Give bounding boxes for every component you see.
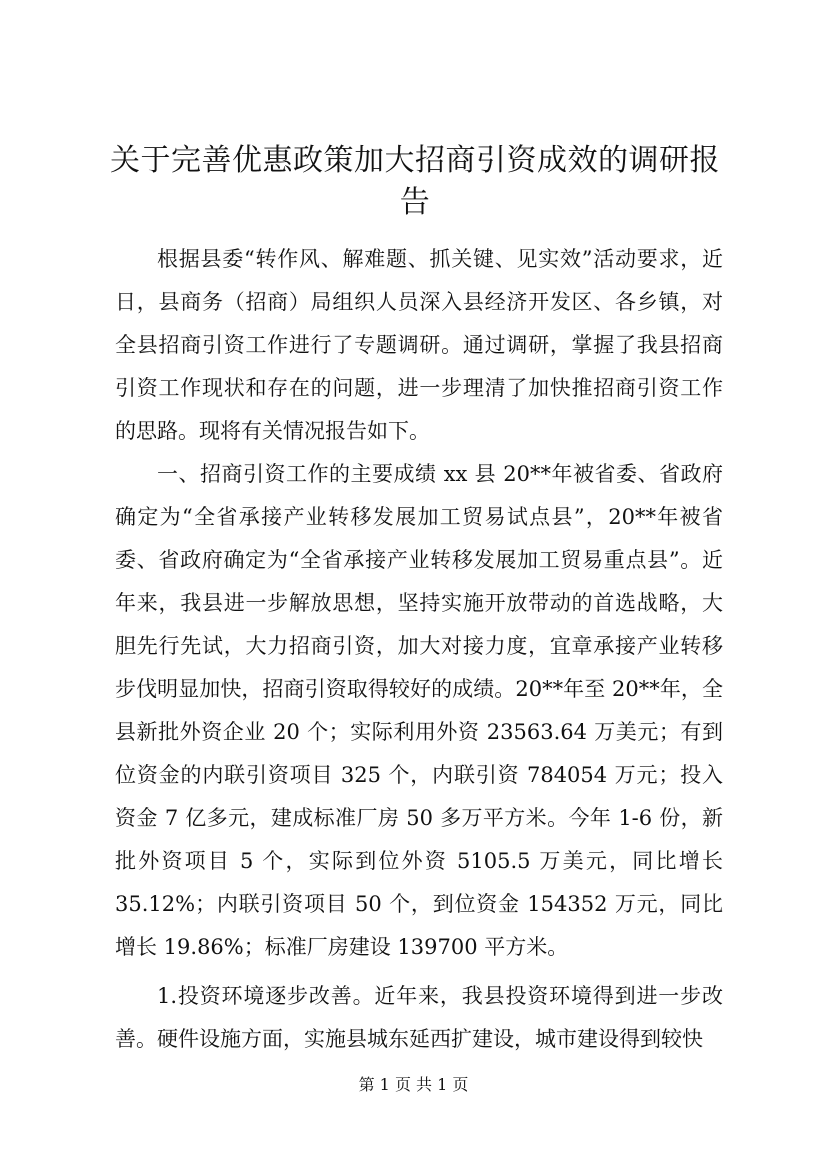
paragraph-intro: 根据县委“转作风、解难题、抓关键、见实效”活动要求，近日，县商务（招商）局组织人员深入县经济开发区、各乡镇，对全县招商引资工作进行了专题调研。通过调研，掌握了我县招商引资工作现状和存在的问题，进一步理清了加快推招商引资工作的思路。现将有关情况报告如下。 xyxy=(115,247,723,443)
document-title: 关于完善优惠政策加大招商引资成效的调研报告 xyxy=(110,143,720,220)
paragraph-investment-environment: 1.投资环境逐步改善。近年来，我县投资环境得到进一步改善。硬件设施方面，实施县城东延西扩建设，城市建设得到较快 xyxy=(115,984,723,1051)
page-footer: 第 1 页 共 1 页 xyxy=(358,1075,469,1094)
paragraph-achievements: 一、招商引资工作的主要成绩 xx 县 20**年被省委、省政府确定为“全省承接产业转移发展加工贸易试点县”，20**年被省委、省政府确定为“全省承接产业转移发展加工贸易重点县”。近年来，我县进一步解放思想，坚持实施开放带动的首选战略，大胆先行先试，大力招商引资，加大对接力度，宜章承接产业转移步伐明显加快，招商引资取得较好的成绩。20**年至 20**年，全县新批外资企业 20 个；实际利用外资 23563.64 万美元；有到位资金的内联引资项目 325 个，内联引资 784054 万元；投入资金 7 亿多元，建成标准厂房 50 多万平方米。今年 1-6 份，新批外资项目 5 个，实际到位外资 5105.5 万美元，同比增长 35.12%；内联引资项目 50 个，到位资金 154352 万元，同比增长 19.86%；标准厂房建设 139700 平方米。 xyxy=(115,462,723,959)
document-body xyxy=(115,238,723,1061)
